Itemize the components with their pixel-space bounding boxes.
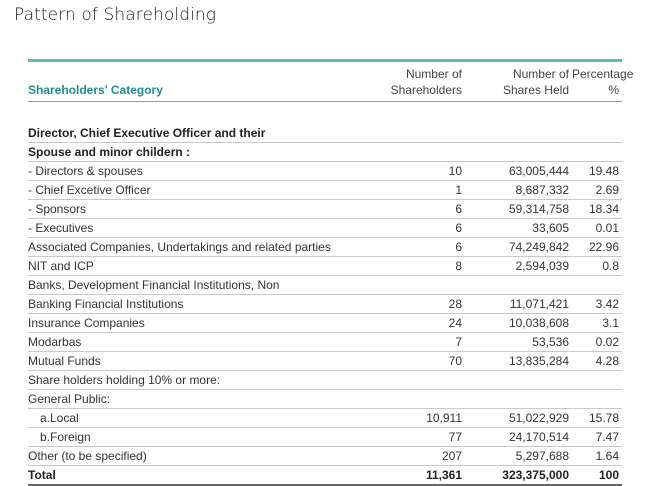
table-row	[28, 124, 622, 143]
row-shareholders: 1	[358, 181, 465, 200]
row-label: a.Local	[28, 409, 358, 428]
row-label: Director, Chief Executive Officer and their	[28, 124, 358, 143]
row-shareholders	[358, 371, 465, 390]
header-percentage	[572, 62, 634, 102]
row-shares: 5,297,688	[465, 447, 572, 466]
row-shareholders: 70	[358, 352, 465, 371]
row-label: Modarbas	[28, 333, 358, 352]
table-row	[28, 200, 622, 219]
total-label: Total	[28, 466, 358, 486]
table-row	[28, 314, 622, 333]
row-shares	[465, 371, 572, 390]
row-percentage	[572, 390, 622, 409]
row-percentage: 3.1	[572, 314, 622, 333]
row-label: - Directors & spouses	[28, 162, 358, 181]
row-shares: 24,170,514	[465, 428, 572, 447]
table-row	[28, 181, 622, 200]
total-shares: 323,375,000	[465, 466, 572, 486]
row-label: Insurance Companies	[28, 314, 358, 333]
row-percentage: 0.02	[572, 333, 622, 352]
row-shares: 10,038,608	[465, 314, 572, 333]
row-shareholders: 10,911	[358, 409, 465, 428]
row-label: b.Foreign	[28, 428, 358, 447]
table-header-row	[28, 62, 622, 102]
row-percentage: 0.8	[572, 257, 622, 276]
total-row	[28, 466, 622, 486]
table-row	[28, 219, 622, 238]
total-shareholders: 11,361	[358, 466, 465, 486]
row-shareholders: 77	[358, 428, 465, 447]
row-shares	[465, 124, 572, 143]
table-row	[28, 276, 622, 295]
row-shareholders: 8	[358, 257, 465, 276]
row-label: - Chief Excetive Officer	[28, 181, 358, 200]
row-percentage: 3.42	[572, 295, 622, 314]
row-shares: 74,249,842	[465, 238, 572, 257]
row-percentage	[572, 143, 622, 162]
row-percentage: 2.69	[572, 181, 622, 200]
row-shareholders: 6	[358, 238, 465, 257]
header-shares	[465, 62, 572, 102]
table-row	[28, 447, 622, 466]
table-row	[28, 371, 622, 390]
row-percentage: 1.64	[572, 447, 622, 466]
row-shares: 59,314,758	[465, 200, 572, 219]
row-percentage: 0.01	[572, 219, 622, 238]
spacer-row	[28, 102, 622, 125]
row-shareholders	[358, 124, 465, 143]
row-label: Banking Financial Institutions	[28, 295, 358, 314]
table-row	[28, 409, 622, 428]
row-label: Associated Companies, Undertakings and related parties	[28, 238, 358, 257]
row-percentage	[572, 276, 622, 295]
row-shareholders: 6	[358, 219, 465, 238]
table-row	[28, 390, 622, 409]
header-percentage-line2: %	[608, 83, 619, 97]
header-shareholders-line1: Number of	[405, 67, 462, 81]
header-category: Shareholders' Category	[28, 83, 163, 97]
row-shareholders: 10	[358, 162, 465, 181]
row-percentage: 22.96	[572, 238, 622, 257]
row-shareholders: 7	[358, 333, 465, 352]
table-body	[28, 102, 622, 486]
row-label: Other (to be specified)	[28, 447, 358, 466]
row-shares: 53,536	[465, 333, 572, 352]
row-percentage: 18.34	[572, 200, 622, 219]
row-shares: 63,005,444	[465, 162, 572, 181]
row-shares: 33,605	[465, 219, 572, 238]
row-shares	[465, 276, 572, 295]
row-shares	[465, 143, 572, 162]
page-title: Pattern of Shareholding	[14, 5, 217, 25]
row-label: - Sponsors	[28, 200, 358, 219]
row-shares: 2,594,039	[465, 257, 572, 276]
row-label: General Public:	[28, 390, 358, 409]
table-row	[28, 295, 622, 314]
table-row	[28, 333, 622, 352]
row-shares: 8,687,332	[465, 181, 572, 200]
table-row	[28, 352, 622, 371]
header-shareholders	[358, 62, 465, 102]
row-shareholders: 28	[358, 295, 465, 314]
row-percentage: 4.28	[572, 352, 622, 371]
row-shareholders: 24	[358, 314, 465, 333]
row-shareholders	[358, 390, 465, 409]
row-percentage	[572, 371, 622, 390]
row-shareholders	[358, 276, 465, 295]
row-shares: 11,071,421	[465, 295, 572, 314]
row-percentage: 19.48	[572, 162, 622, 181]
row-percentage	[572, 124, 622, 143]
header-shares-line1: Number of	[512, 67, 569, 81]
row-shares	[465, 390, 572, 409]
table-row	[28, 257, 622, 276]
row-shares: 51,022,929	[465, 409, 572, 428]
total-percentage: 100	[572, 466, 622, 486]
row-label: Share holders holding 10% or more:	[28, 371, 358, 390]
row-shareholders: 6	[358, 200, 465, 219]
shareholding-table	[28, 62, 634, 486]
header-shares-line2: Shares Held	[502, 83, 569, 97]
row-shareholders	[358, 143, 465, 162]
row-shareholders: 207	[358, 447, 465, 466]
row-label: Banks, Development Financial Institutions, Non	[28, 276, 358, 295]
row-label: NIT and ICP	[28, 257, 358, 276]
row-percentage: 15.78	[572, 409, 622, 428]
header-shareholders-line2: Shareholders	[390, 83, 462, 97]
header-percentage-line1: Percentage	[572, 67, 634, 81]
shareholding-table-container	[28, 59, 634, 486]
table-row	[28, 428, 622, 447]
row-label: Mutual Funds	[28, 352, 358, 371]
table-row	[28, 238, 622, 257]
row-percentage: 7.47	[572, 428, 622, 447]
table-row	[28, 143, 622, 162]
table-row	[28, 162, 622, 181]
row-label: - Executives	[28, 219, 358, 238]
row-shares: 13,835,284	[465, 352, 572, 371]
row-label: Spouse and minor childern :	[28, 143, 358, 162]
